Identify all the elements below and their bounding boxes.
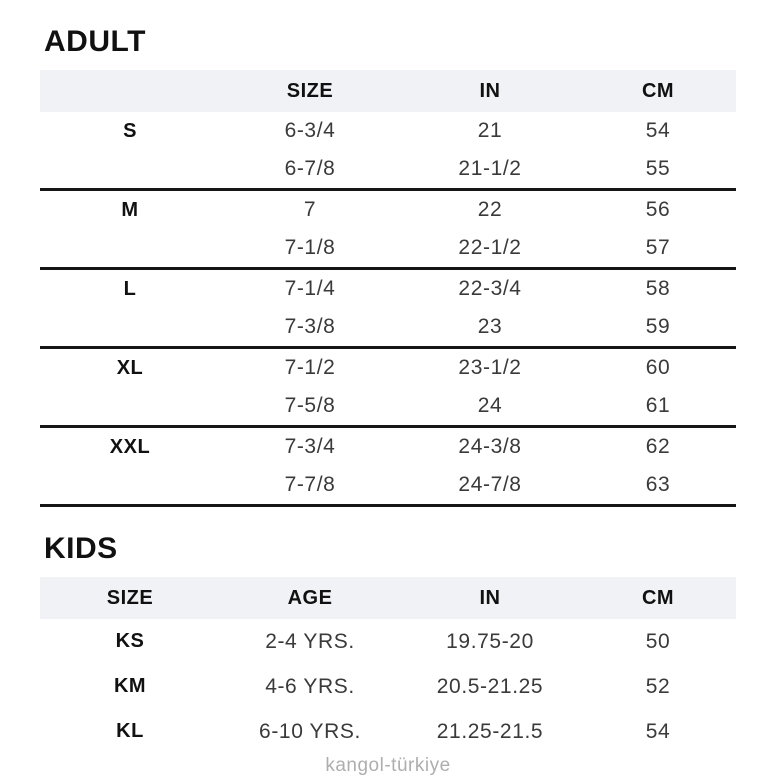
adult-size-group-s [40,112,736,190]
table-cell: 61 [645,394,671,417]
size-row-label: M [121,198,139,221]
table-cell: 52 [645,674,671,698]
table-row [40,190,736,230]
adult-column-header-blank [40,70,220,112]
table-cell: 7 [303,198,317,221]
adult-size-group-m [40,190,736,269]
size-row-label: KM [113,675,147,697]
table-row [40,709,736,754]
size-row-label: S [123,119,137,142]
table-cell: 7-1/2 [284,356,336,379]
size-row-label [40,466,220,506]
table-cell: 4-6 YRS. [265,674,355,698]
size-row-label: KL [116,720,144,742]
watermark-text: kangol-türkiye [325,755,451,776]
size-row-label [40,150,220,190]
adult-size-table [40,70,736,507]
table-cell: 58 [645,277,671,300]
adult-column-header-in: IN [479,79,501,102]
kids-header-row [40,577,736,619]
kids-column-header-size: SIZE [106,586,154,609]
table-cell: 21-1/2 [458,157,522,180]
kids-column-header-cm: CM [641,586,675,609]
adult-size-group-l [40,269,736,348]
table-cell: 60 [645,356,671,379]
table-cell: 7-5/8 [284,394,336,417]
adult-section-title: ADULT [44,25,146,58]
table-cell: 2-4 YRS. [265,629,355,653]
table-cell: 62 [645,435,671,458]
table-cell: 21.25-21.5 [436,719,544,743]
table-cell: 57 [645,236,671,259]
size-row-label [40,229,220,269]
table-row [40,348,736,388]
table-cell: 59 [645,315,671,338]
kids-column-header-in: IN [479,586,501,609]
table-cell: 24-3/8 [458,435,522,458]
table-cell: 19.75-20 [446,629,534,653]
size-row-label [40,308,220,348]
kids-column-header-age: AGE [287,586,333,609]
table-cell: 7-3/8 [284,315,336,338]
table-row [40,427,736,467]
table-cell: 54 [645,719,671,743]
table-row [40,308,736,348]
table-cell: 54 [645,119,671,142]
size-row-label: L [123,277,137,300]
table-cell: 21 [477,119,503,142]
table-row [40,150,736,190]
table-cell: 50 [645,629,671,653]
adult-size-group-xxl [40,427,736,506]
size-row-label: XXL [109,435,151,458]
table-cell: 22 [477,198,503,221]
adult-column-header-cm: CM [641,79,675,102]
table-row [40,387,736,427]
table-cell: 6-7/8 [284,157,336,180]
table-cell: 23 [477,315,503,338]
table-row [40,664,736,709]
kids-section-title: KIDS [44,532,118,565]
adult-header-row [40,70,736,112]
table-cell: 56 [645,198,671,221]
size-row-label: XL [116,356,144,379]
table-row [40,269,736,309]
kids-size-table [40,577,736,754]
table-row [40,619,736,664]
table-cell: 7-3/4 [284,435,336,458]
table-cell: 7-1/8 [284,236,336,259]
size-row-label: KS [115,630,145,652]
table-row [40,112,736,150]
table-row [40,466,736,506]
table-cell: 55 [645,157,671,180]
table-cell: 20.5-21.25 [436,674,544,698]
table-cell: 7-7/8 [284,473,336,496]
table-cell: 7-1/4 [284,277,336,300]
table-cell: 23-1/2 [458,356,522,379]
table-row [40,229,736,269]
table-cell: 24 [477,394,503,417]
table-cell: 63 [645,473,671,496]
adult-column-header-size: SIZE [286,79,334,102]
adult-size-group-xl [40,348,736,427]
table-cell: 6-10 YRS. [259,719,361,743]
table-cell: 22-3/4 [458,277,522,300]
table-cell: 6-3/4 [284,119,336,142]
size-row-label [40,387,220,427]
table-cell: 22-1/2 [458,236,522,259]
table-cell: 24-7/8 [458,473,522,496]
